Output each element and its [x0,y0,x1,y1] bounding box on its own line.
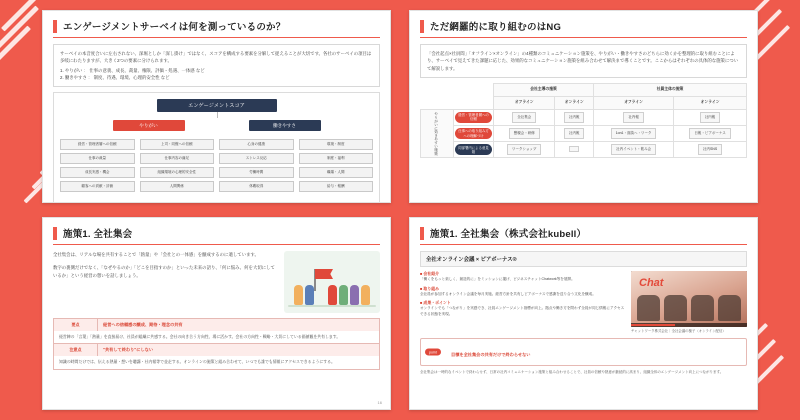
diagram-root-node: エンゲージメントスコア [157,99,277,112]
diagram-leaf-row-1 [60,139,373,195]
diagram-connector [60,112,373,118]
table-row-label [454,125,494,141]
table-row [421,109,747,125]
diagram-branch-hatarakiyasusa: 働きやすさ [249,120,321,131]
slide-4-item [420,300,625,317]
diagram-leaf: 仕事の裁量 [60,153,135,164]
person-figure [294,285,303,305]
slide-4-item [420,286,625,298]
table-cell [494,125,555,141]
diagram-leaf: 環境・制度 [299,139,374,150]
cell-value: 懇親会・研修 [509,128,540,139]
slide-2-intro-text: 「会社起点×社員間」「オフライン×オンライン」の4種類のコミュニケーション施策を、やりがい・働きやすさのどちらに効くかを整理的に取り組むことにより、サーベイで見えてきた課題に応じた、効果的なコミュニケーション施策を組み合わせて解決まで導くことです。ここからはそれぞれの具体的な施策について解説します。 [427,51,739,71]
table-col-online-1: オンライン [555,96,594,109]
note-tag-key: 要点 [54,319,98,331]
diagram-leaf: ストレス反応 [219,153,294,164]
slide-4-title-text: 施策1. 全社集会（株式会社kubell） [430,229,587,240]
title-accent-bar [420,227,424,240]
row-label-pill: 仕事への取り組み方への理解づけ [455,128,492,139]
cell-value: 社内SNS [698,144,722,155]
row-label-pill: 同部署内による意見箱 [455,144,492,155]
slide-2[interactable] [409,10,758,203]
note-body-key: 経営陣の「言葉」「熱量」を直接届け、社員が組織に共感する。会社の向き合う方向性、場に活かす。会社の方向性・戦略・大切にしている価値観を共有します。 [59,334,341,339]
table-cell [594,125,674,141]
item-text: 全社員が参加するオンライン会議を毎月実施。経営方針を共有しピアボーナスで感謝を送り合う文化を醸成。 [420,291,596,296]
table-cell [594,109,674,125]
diagram-branch-row [60,120,373,131]
person-figure [361,285,370,305]
thumbnail-caption: チャットワーク株式会社｜全社会議の様子（オンライン配信） [631,329,726,333]
diagram-leaf: 職場・人間 [299,167,374,178]
diagram-leaf-col-3 [219,139,294,195]
diagram-leaf: 労働時間 [219,167,294,178]
brand-logo: Chat [639,277,664,289]
slide-2-matrix-table [420,83,747,158]
slide-4[interactable] [409,217,758,410]
slide-4-items [420,271,625,334]
slide-3-paragraph-1: 全社集会は、リアルな場を共有することで「熱量」や「会社との一体感」を醸成するのに適しています。 [53,252,259,257]
table-row-label [454,142,494,158]
table-col-online-2: オンライン [674,96,747,109]
cell-value: ワークショップ [507,144,541,155]
person-figure [350,285,359,305]
slide-1-title [53,19,380,38]
note-tag-caution: 注意点 [54,344,98,356]
cell-value: 全社集会 [512,112,536,123]
item-label: ■ 取り組み [420,285,439,291]
title-accent-bar [53,20,57,33]
diagram-leaf: 上司・同僚への信頼 [140,139,215,150]
slide-3[interactable] [42,217,391,410]
row-label-pill: 経営・管理者層への信頼 [455,112,492,123]
slide-1-bullet-2: 2. 働きやすさ ： 制度、待遇、環境、心理的安全性 など [60,74,170,80]
person-figure [328,285,337,305]
person-figure [305,285,314,305]
title-accent-bar [420,20,424,33]
flag-icon [315,269,333,279]
thumbnail-people [637,295,741,321]
cell-value: 社内報 [564,128,585,139]
slide-3-title [53,226,380,245]
table-cell [674,142,747,158]
diagram-leaf: 組織環境の心理的安全性 [140,167,215,178]
table-row-group-label: やりがいに効きやすい施策 [421,109,454,157]
table-row [421,125,747,141]
corner-cell-3 [421,96,454,109]
slide-grid [42,10,758,410]
diagram-leaf: 給与・報酬 [299,181,374,192]
slide-2-title-text: ただ網羅的に取り組むのはNG [430,22,562,33]
slide-1-intro-text: サーベイの本音度合いに左右されない、深堀としか「深し掛け」ではなく、スコアを構成する要素を分解して捉えることが大切です。各社のサーベイの項目は多岐にわたりますが、大きく2つの要素に分けられます。 [60,51,372,64]
corner-cell-2 [454,83,494,96]
slide-2-title [420,19,747,38]
slide-1-diagram [53,92,380,203]
diagram-leaf: 人間関係 [140,181,215,192]
table-cell [494,142,555,158]
diagram-leaf-col-1 [60,139,135,195]
corner-cell-4 [454,96,494,109]
slide-4-case-header: 全社オンライン会議 × ピアボーナス® [420,251,747,267]
cell-value: 日報・ピアボーナス [689,128,730,139]
note-body-caution: 知識の時間だけでは、伝える熱量・想いを聴講・社内報等で並走する。オンラインの施策と組み合わせて、いつでも誰でも情報にアクセスできるようにする。 [59,359,335,365]
corner-cell [421,83,454,96]
slide-3-title-text: 施策1. 全社集会 [63,229,133,240]
diagram-leaf-col-2 [140,139,215,195]
slide-1-intro-box [53,44,380,87]
cell-value: 社内報 [623,112,644,123]
slide-3-paragraph-2: 数字の裏側だけでなく、「なぜやるのか」「どこを目指すのか」といった未来の語り、「何に悩み、何を大切にしているか」という経営の想いを話しましょう。 [53,265,275,278]
slide-4-main-row [420,271,747,334]
item-text: オンラインでも「つながり」を実感でき、社員エンゲージメント指標が向上。拠点や働き方を問わず全員が同じ情報にアクセスできる状態を実現。 [420,306,625,316]
table-cell [555,125,594,141]
table-group-header-row [421,83,747,96]
slide-3-top-row [53,251,380,313]
slide-1[interactable] [42,10,391,203]
note-head-key: 経営への信頼感の醸成、期待・理念の共有 [98,319,379,331]
slide-3-note-box [53,318,380,370]
cell-value: 社内報 [564,112,585,123]
team-celebration-illustration [284,251,380,313]
cell-value: 1on1・面談ヘ・ワーク [611,128,657,139]
item-label: ■ 会社紹介 [420,271,439,276]
title-accent-bar [53,227,57,240]
table-cell [594,142,674,158]
diagram-leaf: 顧客への貢献・評価 [60,181,135,192]
table-row-label [454,109,494,125]
item-text: 「働くをもっと楽しく、創造的に」をミッションに掲げ、ビジネスチャットChatwork等を展開。 [420,277,575,281]
video-progress-bar[interactable] [631,323,747,327]
diagram-leaf: 休暇取得 [219,181,294,192]
slide-1-bullet-1: 1. やりがい ： 仕事の意義、成長、裁量、権限、評価・処遇、一体感 など [60,67,205,73]
diagram-leaf: 制度・福利 [299,153,374,164]
table-col-offline-1: オフライン [494,96,555,109]
point-badge: point [425,349,441,356]
item-label: ■ 成果・ポイント [420,300,451,306]
table-cell [674,125,747,141]
slide-4-point-box [420,338,747,366]
slide-4-item [420,271,625,283]
slide-4-footer-text: 全社集会は一時的なイベントで終わらせず、日常の社内コミュニケーション施策と組み合わせることで、社員の信頼や熱意が継続的に高まり、組織全体のエンゲージメント向上につながります。 [420,370,724,375]
note-head-caution: "共有して終わり"にしない [98,344,379,356]
slide-1-title-text: エンゲージメントサーベイは何を測っているのか？ [63,22,286,33]
table-col-offline-2: オフライン [594,96,674,109]
table-cell [674,109,747,125]
video-thumbnail[interactable] [631,271,747,327]
table-cell [494,109,555,125]
table-row [421,142,747,158]
diagram-branch-yarigai: やりがい [113,120,185,131]
slide-4-title [420,226,747,245]
table-group-employee: 社員主体の施策 [594,83,747,96]
note-row-caution [54,343,379,356]
slide-4-media [631,271,747,334]
note-row-key-point [54,319,379,331]
table-cell [555,109,594,125]
table-group-company: 会社主導の施策 [494,83,594,96]
person-figure [339,285,348,305]
diagram-leaf-col-4 [299,139,374,195]
table-cell [555,142,594,158]
point-text: 目標を全社集会の共有だけで終わらせない [451,352,531,358]
diagram-leaf: 経営・管理者層への信頼 [60,139,135,150]
illustration-ground [288,305,376,307]
cell-value: 社内報 [700,112,721,123]
slide-3-text-block [53,251,278,313]
diagram-leaf: 仕事内容の満足 [140,153,215,164]
table-subheader-row [421,96,747,109]
diagram-leaf: 心身の健康 [219,139,294,150]
slide-2-intro-box [420,44,747,78]
cell-value [569,146,579,152]
cell-value: 社内イベント・飲み会 [611,144,656,155]
diagram-leaf: 成長実感・機会 [60,167,135,178]
slide-3-page-number: 16 [377,400,382,405]
